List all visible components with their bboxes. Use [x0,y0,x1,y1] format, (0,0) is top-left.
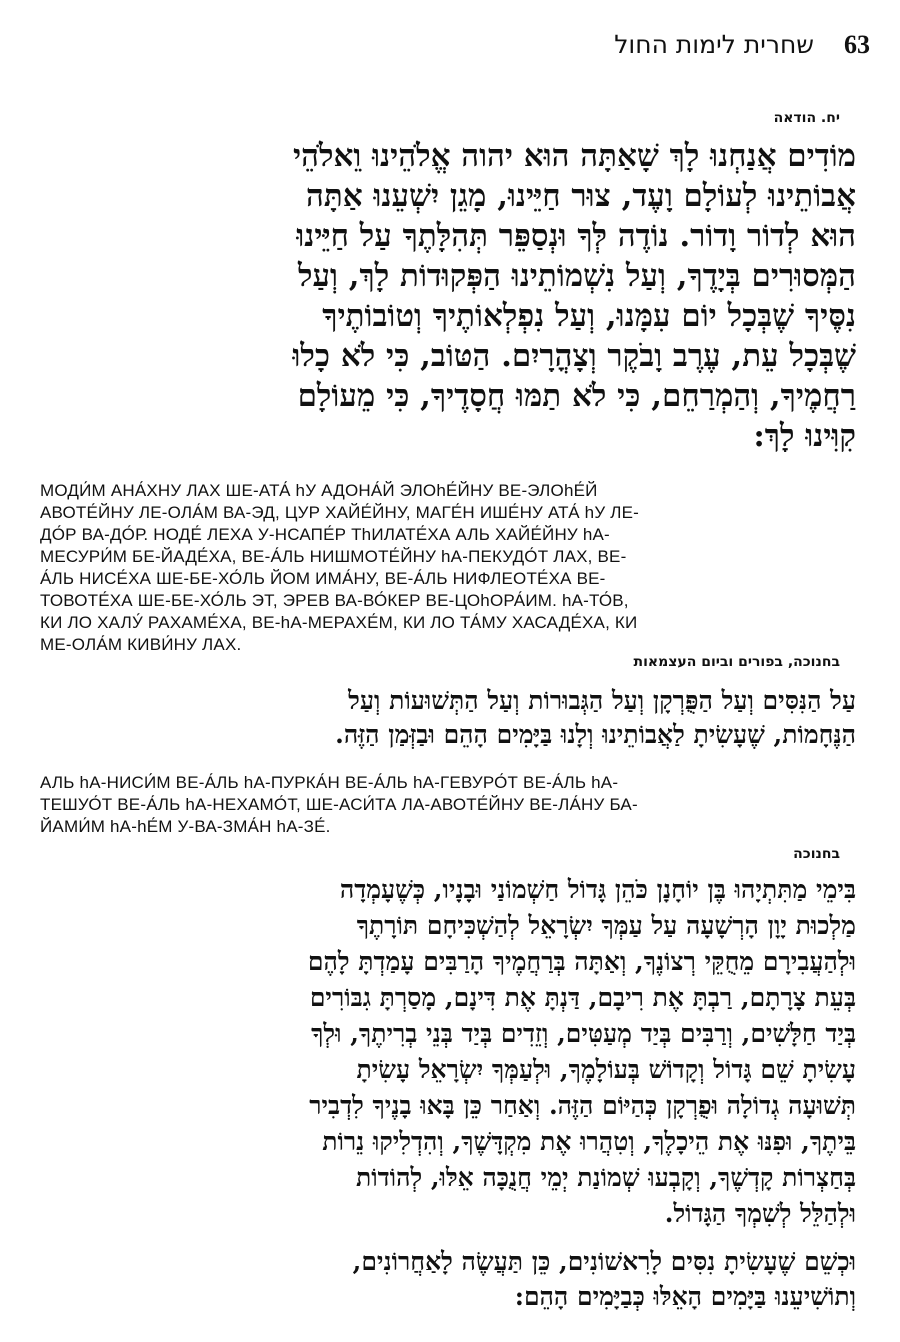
section-caption-chanukah: בחנוכה [793,846,840,862]
modim-transliteration-line: ТОВОТЕ́ХА ШЕ-БЕ-ХО́ЛЬ ЭТ, ЭРЕВ ВА-ВО́КЕР ВЕ-ЦОhОРА́ИМ. hА-ТО́В, [40,591,629,610]
modim-transliteration-line: КИ ЛО ХАЛУ́ РАХАМЕ́ХА, ВЕ-hА-МЕРАХЕ́М, КИ ЛО ТА́МУ ХАСАДЕ́ХА, КИ [40,613,638,632]
al-hanisim-line: עַל הַנִּסִּים וְעַל הַפֻּרְקָן וְעַל הַגְּבוּרוֹת וְעַל הַתְּשׁוּעוֹת וְעַל [348,686,856,715]
al-hanisim-transliteration-block [40,772,860,838]
modim-transliteration-line: МОДИ́М АНА́ХНУ ЛАХ ШЕ-АТА́ hУ АДОНА́Й ЭЛОhЕ́ЙНУ ВЕ-ЭЛОhЕ́Й [40,481,598,500]
chanukah-closing-block [40,1244,856,1314]
chanukah-line: תְּשׁוּעָה גְדוֹלָה וּפֻרְקָן כְּהַיּוֹם הַזֶּה. וְאַחַר כֵּן בָּאוּ בָנֶיךָ לִדְבִיר [309,1091,856,1120]
running-header-title: שחרית לימות החול [614,30,814,59]
chanukah-closing-line: וְתוֹשִׁיעֵנוּ בַּיָּמִים הָאֵלּוּ כְּבַיָּמִים הָהֵם: [514,1282,856,1311]
chanukah-line: מַלְכוּת יָוָן הָרְשָׁעָה עַל עַמְּךָ יִשְׂרָאֵל לְהַשְׁכִּיחָם תּוֹרָתֶךָ [356,911,856,940]
al-hanisim-transliteration-line: АЛЬ hА-НИСИ́М ВЕ-А́ЛЬ hА-ПУРКА́Н ВЕ-А́ЛЬ hА-ГЕВУРО́Т ВЕ-А́ЛЬ hА- [40,773,619,792]
al-hanisim-hebrew-block [40,684,856,752]
modim-hebrew-block [40,136,856,456]
chanukah-line: וּלְהַעֲבִירָם מֵחֻקֵּי רְצוֹנֶךָ, וְאַתָּה בְּרַחֲמֶיךָ הָרַבִּים עָמַדְתָּ לָהֶם [307,947,856,976]
chanukah-line: בֵּיתֶךָ, וּפִנּוּ אֶת הֵיכָלֶךָ, וְטִהֲרוּ אֶת מִקְדָּשֶׁךָ, וְהִדְלִיקוּ נֵרוֹת [322,1127,856,1156]
modim-line: אֲבוֹתֵינוּ לְעוֹלָם וָעֶד, צוּר חַיֵּינוּ, מָגֵן יִשְׁעֵנוּ אַתָּה [306,178,856,214]
modim-line: שֶׁבְּכָל עֵת, עֶרֶב וָבֹקֶר וְצָהֳרָיִם. הַטּוֹב, כִּי לֹא כָלוּ [292,338,856,374]
al-hanisim-transliteration-line: ТЕШУО́Т ВЕ-А́ЛЬ hА-НЕХАМО́Т, ШЕ-АСИ́ТА ЛА-АВОТЕ́ЙНУ ВЕ-ЛА́НУ БА- [40,795,638,814]
chanukah-line: בִּימֵי מַתִּתְיָהוּ בֶּן יוֹחָנָן כֹּהֵן גָּדוֹל חַשְׁמוֹנַי וּבָנָיו, כְּשֶׁעָמְדָה [339,875,856,904]
modim-line: קִוִּינוּ לָךְ: [753,418,856,454]
chanukah-hebrew-block [40,872,856,1232]
chanukah-line: בְּעֵת צָרָתָם, רַבְתָּ אֶת רִיבָם, דַּנְתָּ אֶת דִּינָם, מָסַרְתָּ גִבּוֹרִים [309,983,856,1012]
chanukah-closing-line: וּכְשֵׁם שֶׁעָשִׂיתָ נִסִּים לָרִאשׁוֹנִים, כֵּן תַּעֲשֶׂה לָאַחֲרוֹנִים, [352,1247,856,1276]
al-hanisim-line: הַנֶּחָמוֹת, שֶׁעָשִׂיתָ לַאֲבוֹתֵינוּ וְלָנוּ בַּיָּמִים הָהֵם וּבַזְּמַן הַזֶּה. [335,720,856,749]
modim-line: מוֹדִים אֲנַחְנוּ לָךְ שָׁאַתָּה הוּא יהוה אֱלֹהֵינוּ וֵאלֹהֵי [293,138,856,174]
modim-line: הַמְּסוּרִים בְּיָדֶךָ, וְעַל נִשְׁמוֹתֵינוּ הַפְּקוּדוֹת לָךְ, וְעַל [297,258,856,294]
modim-line: נִסֶּיךָ שֶׁבְּכָל יוֹם עִמָּנוּ, וְעַל נִפְלְאוֹתֶיךָ וְטוֹבוֹתֶיךָ [322,298,856,334]
chanukah-line: וּלְהַלֵּל לְשִׁמְךָ הַגָּדוֹל. [664,1199,856,1228]
modim-transliteration-line: АВОТЕ́ЙНУ ЛЕ-ОЛА́М ВА-ЭД, ЦУР ХАЙЕ́ЙНУ, МАГЕ́Н ИШЕ́НУ АТА́ hУ ЛЕ- [40,503,639,522]
al-hanisim-transliteration-line: ЙАМИ́М hА-hЕ́М У-ВА-ЗМА́Н hА-ЗЕ́. [40,817,331,836]
modim-transliteration-line: МЕ-ОЛА́М КИВИ́НУ ЛАХ. [40,635,242,654]
section-caption-modim: יח. הודאה [773,110,840,126]
chanukah-line: בְּיַד חַלָּשִׁים, וְרַבִּים בְּיַד מְעַטִּים, וְזֵדִים בְּיַד בְּנֵי בְרִיתֶךָ, וּלְךָ [311,1019,856,1048]
modim-line: הוּא לְדוֹר וָדוֹר. נוֹדֶה לְּךָ וּנְסַפֵּר תְּהִלָּתֶךָ עַל חַיֵּינוּ [296,218,856,254]
chanukah-line: עָשִׂיתָ שֵׁם גָּדוֹל וְקָדוֹשׁ בְּעוֹלָמֶךָ, וּלְעַמְּךָ יִשְׂרָאֵל עָשִׂיתָ [356,1055,856,1084]
page-number: 63 [844,30,870,59]
section-caption-al-hanisim: בחנוכה, בפורים וביום העצמאות [633,654,840,670]
modim-transliteration-block [40,480,860,656]
modim-transliteration-line: А́ЛЬ НИСЕ́ХА ШЕ-БЕ-ХО́ЛЬ ЙОМ ИМА́НУ, ВЕ-А́ЛЬ НИФЛЕОТЕ́ХА ВЕ- [40,569,606,588]
modim-transliteration-line: ДО́Р ВА-ДО́Р. НОДЕ́ ЛЕХА У-НСАПЕ́Р ТhИЛАТЕ́ХА АЛЬ ХАЙЕ́ЙНУ hА- [40,525,610,544]
chanukah-line: בְּחַצְרוֹת קָדְשֶׁךָ, וְקָבְעוּ שְׁמוֹנַת יְמֵי חֲנֻכָּה אֵלּוּ, לְהוֹדוֹת [356,1163,856,1192]
modim-transliteration-line: МЕСУРИ́М БЕ-ЙАДЕ́ХА, ВЕ-А́ЛЬ НИШМОТЕ́ЙНУ hА-ПЕКУДО́Т ЛАХ, ВЕ- [40,547,627,566]
modim-line: רַחֲמֶיךָ, וְהַמְרַחֵם, כִּי לֹא תַמּוּ חֲסָדֶיךָ, כִּי מֵעוֹלָם [297,378,856,414]
